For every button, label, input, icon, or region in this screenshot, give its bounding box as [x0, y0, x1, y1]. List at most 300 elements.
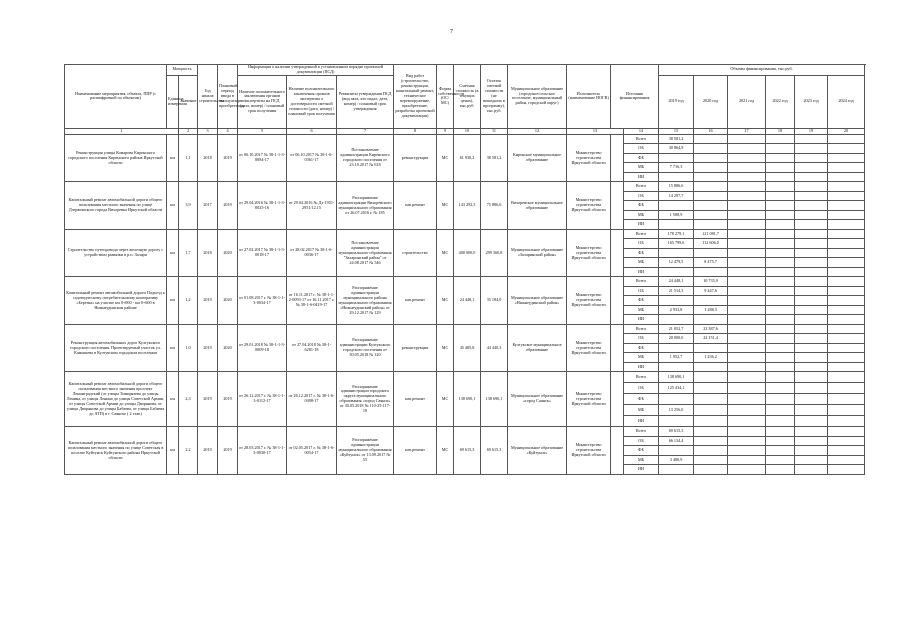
amount-2023: [795, 343, 828, 353]
amount-2024: [828, 134, 865, 144]
amount-2023: [795, 315, 828, 325]
table-row: [65, 372, 865, 383]
amount-2021: [728, 144, 766, 154]
header-expertise: Наличие положительного заключения органов экспертизы на ПСД (дата, номер) / плановый срок получения: [238, 75, 287, 128]
funding-source: ОБ: [624, 191, 659, 201]
amount-2021: [728, 383, 766, 394]
amount-2023: [795, 134, 828, 144]
capacity-unit: км: [167, 277, 179, 325]
amount-2023: [795, 334, 828, 344]
header-cost: Сметная стоимость (в текущих ценах), тыс.руб.: [454, 65, 481, 129]
amount-2022: [766, 343, 795, 353]
executor: Министерство строительства Иркутской области: [567, 182, 611, 230]
amount-2021: [728, 220, 766, 230]
funding-source: ИИ: [624, 362, 659, 372]
amount-2021: [728, 343, 766, 353]
amount-2020: [694, 427, 728, 437]
amount-2023: [795, 394, 828, 405]
amount-2024: [828, 343, 865, 353]
amount-2021: [728, 286, 766, 296]
amount-2019: 38 581,2: [659, 134, 694, 144]
amount-2020: [694, 144, 728, 154]
amount-2021: [728, 163, 766, 173]
amount-2020: 10 735,9: [694, 277, 728, 287]
amount-2021: [728, 258, 766, 268]
amount-2019: [659, 446, 694, 456]
funding-source: ФБ: [624, 153, 659, 163]
amount-2021: [728, 436, 766, 446]
amount-2023: [795, 153, 828, 163]
amount-2019: 13 256,0: [659, 405, 694, 416]
amount-2024: [828, 372, 865, 383]
funding-source: ФБ: [624, 201, 659, 211]
work-type: кап.ремонт: [394, 372, 437, 427]
executor: Министерство строительства Иркутской области: [567, 427, 611, 475]
header-year-2023: 2023 год: [795, 75, 828, 128]
funding-source: МБ: [624, 405, 659, 416]
plan-year: 2019: [218, 134, 238, 182]
amount-2023: [795, 362, 828, 372]
header-volumes: Объемы финансирования, тыс.руб.: [659, 65, 865, 76]
amount-2020: [694, 172, 728, 182]
capacity-unit: км: [167, 324, 179, 372]
amount-2023: [795, 446, 828, 456]
amount-2021: [728, 372, 766, 383]
amount-2020: [694, 394, 728, 405]
expertise-conclusion: от 27.02.2017 № 38-1-1-3-0018-17: [238, 229, 287, 277]
capacity-unit: км: [167, 372, 179, 427]
header-psd-info: Информация о наличии утвержденной в установленном порядке проектной документации (ПСД): [238, 65, 394, 76]
funding-source: ОБ: [624, 286, 659, 296]
amount-2023: [795, 455, 828, 465]
amount-2022: [766, 353, 795, 363]
amount-2021: [728, 324, 766, 334]
header-capacity: Мощность: [167, 65, 198, 76]
amount-2019: 24 448,1: [659, 277, 694, 287]
funding-source: ОБ: [624, 383, 659, 394]
amount-2024: [828, 191, 865, 201]
funding-source: Всего: [624, 427, 659, 437]
remaining-cost: 69 615,3: [481, 427, 508, 475]
remaining-cost: 75 886,6: [481, 182, 508, 230]
financing-table: [64, 64, 865, 475]
funding-source: МБ: [624, 455, 659, 465]
amount-2021: [728, 315, 766, 325]
amount-2024: [828, 248, 865, 258]
amount-2022: [766, 315, 795, 325]
amount-2019: 2 933,8: [659, 305, 694, 315]
amount-2019: 15 886,6: [659, 182, 694, 192]
amount-2023: [795, 286, 828, 296]
ownership-form: МС: [437, 277, 454, 325]
table-row: [65, 427, 865, 437]
col-number: 11: [481, 128, 508, 134]
municipality: Муниципальное образование «город Саянск»: [508, 372, 567, 427]
capacity-value: 1,1: [179, 134, 198, 182]
funding-source: ИИ: [624, 465, 659, 475]
amount-2022: [766, 446, 795, 456]
amount-2022: [766, 220, 795, 230]
amount-2021: [728, 248, 766, 258]
executor: Министерство строительства Иркутской области: [567, 324, 611, 372]
expertise-conclusion: от 29.01.2018 № 38-1-1-3-0009-18: [238, 324, 287, 372]
estimated-cost: 138 690,1: [454, 372, 481, 427]
project-name: Капитальный ремонт автомобильной дороги общего пользования местного значения по улице Дзержинского города Вихоревка Иркутской области: [65, 182, 167, 230]
amount-2022: [766, 210, 795, 220]
municipality: Киренское муниципальное образование: [508, 134, 567, 182]
amount-2019: 69 615,3: [659, 427, 694, 437]
amount-2024: [828, 144, 865, 154]
amount-2023: [795, 220, 828, 230]
amount-2020: [694, 455, 728, 465]
amount-2022: [766, 277, 795, 287]
amount-2022: [766, 362, 795, 372]
amount-2024: [828, 416, 865, 427]
reliability-conclusion: от 28.02.2017 № 38-1-6-0036-17: [287, 229, 337, 277]
amount-2020: [694, 210, 728, 220]
amount-2022: [766, 201, 795, 211]
amount-2019: 178 279,1: [659, 229, 694, 239]
col-number: 2: [179, 128, 198, 134]
funding-spacer: [611, 372, 624, 427]
remaining-cost: 44 440,3: [481, 324, 508, 372]
amount-2020: [694, 201, 728, 211]
amount-2023: [795, 416, 828, 427]
col-number: 20: [828, 128, 865, 134]
amount-2021: [728, 427, 766, 437]
amount-2022: [766, 427, 795, 437]
amount-2022: [766, 239, 795, 249]
amount-2023: [795, 305, 828, 315]
amount-2023: [795, 239, 828, 249]
capacity-value: 2,3: [179, 372, 198, 427]
amount-2021: [728, 362, 766, 372]
header-year-2019: 2019 год: [659, 75, 694, 128]
municipality: Муниципальное образование «Нижнеудинский район»: [508, 277, 567, 325]
amount-2021: [728, 416, 766, 427]
col-number: 18: [766, 128, 795, 134]
funding-source: МБ: [624, 163, 659, 173]
funding-source: МБ: [624, 258, 659, 268]
ownership-form: МС: [437, 134, 454, 182]
funding-spacer: [611, 324, 624, 372]
expertise-conclusion: от 28.03.2017 г. № 38-1-1-3-0030-17: [238, 427, 287, 475]
amount-2022: [766, 372, 795, 383]
amount-2020: [694, 191, 728, 201]
header-unit: Единица измерения: [167, 75, 179, 128]
amount-2019: [659, 343, 694, 353]
amount-2020: 1 236,2: [694, 353, 728, 363]
amount-2019: 30 864,9: [659, 144, 694, 154]
reliability-conclusion: от 29.04.2016 № Дз-1951-2951/12.15: [287, 182, 337, 230]
executor: Министерство строительства Иркутской области: [567, 229, 611, 277]
funding-spacer: [611, 427, 624, 475]
funding-source: ФБ: [624, 296, 659, 306]
amount-2019: [659, 201, 694, 211]
amount-2024: [828, 324, 865, 334]
amount-2019: 165 799,6: [659, 239, 694, 249]
amount-2021: [728, 267, 766, 277]
start-year: 2019: [198, 372, 218, 427]
executor: Министерство строительства Иркутской области: [567, 277, 611, 325]
municipality: Вихоревское муниципальное образование: [508, 182, 567, 230]
header-municipality: Муниципальное образование (городское/сельское поселение, муниципальный район, городской округ): [508, 65, 567, 129]
capacity-unit: км: [167, 134, 179, 182]
amount-2020: [694, 383, 728, 394]
start-year: 2019: [198, 324, 218, 372]
amount-2020: 9 447,6: [694, 286, 728, 296]
amount-2019: 12 479,5: [659, 258, 694, 268]
amount-2020: 22 151,4: [694, 334, 728, 344]
table-row: [65, 229, 865, 239]
estimated-cost: 143 292,3: [454, 182, 481, 230]
col-number: 14: [624, 128, 659, 134]
amount-2020: [694, 372, 728, 383]
project-name: Капитальный ремонт автомобильной дороги Подъезд к садоводческому потребительскому кооперативу «Березка» на участке км 0+000 - км 0+600 в Нижнеудинском районе: [65, 277, 167, 325]
amount-2020: [694, 296, 728, 306]
amount-2024: [828, 229, 865, 239]
amount-2022: [766, 296, 795, 306]
amount-2024: [828, 296, 865, 306]
amount-2020: [694, 220, 728, 230]
project-name: Реконструкция автомобильных дорог Култукского городского поселения. Проектируемый участок ул. Камышева в Култукском городском поселении: [65, 324, 167, 372]
amount-2019: 21 514,3: [659, 286, 694, 296]
col-number: 5: [238, 128, 287, 134]
amount-2021: [728, 229, 766, 239]
psd-approval: Распоряжение администрации городского округа муниципального образования «город Саянск» от 30.05.2018 № 110-25-117-18: [337, 372, 394, 427]
remaining-cost: 35 184,0: [481, 277, 508, 325]
psd-approval: Постановление администрации муниципального образования "Заларинский район" от 24.08.2017 № 546: [337, 229, 394, 277]
ownership-form: МС: [437, 182, 454, 230]
col-number: 15: [659, 128, 694, 134]
amount-2021: [728, 172, 766, 182]
amount-2022: [766, 436, 795, 446]
psd-approval: Распоряжение администрации муниципального образования «Куйтунск» от 13.09.2017 № 55: [337, 427, 394, 475]
plan-year: 2020: [218, 277, 238, 325]
municipality: Муниципальное образование «Куйтунск»: [508, 427, 567, 475]
header-ownership: Форма собственности (ОС/ МС): [437, 65, 454, 129]
plan-year: 2019: [218, 427, 238, 475]
work-type: кап.ремонт: [394, 427, 437, 475]
amount-2020: [694, 248, 728, 258]
remaining-cost: 138 690,1: [481, 372, 508, 427]
amount-2024: [828, 353, 865, 363]
amount-2022: [766, 416, 795, 427]
header-year-2024: 2024 год: [828, 75, 865, 128]
municipality: Култукское муниципальное образование: [508, 324, 567, 372]
col-number: 8: [394, 128, 437, 134]
amount-2023: [795, 201, 828, 211]
amount-2022: [766, 258, 795, 268]
amount-2019: 1 588,9: [659, 210, 694, 220]
work-type: кап.ремонт: [394, 277, 437, 325]
capacity-unit: км: [167, 182, 179, 230]
amount-2022: [766, 383, 795, 394]
estimated-cost: 45 485,8: [454, 324, 481, 372]
amount-2020: [694, 182, 728, 192]
amount-2021: [728, 455, 766, 465]
col-number: 6: [287, 128, 337, 134]
amount-2023: [795, 436, 828, 446]
amount-2023: [795, 383, 828, 394]
amount-2020: 121 081,7: [694, 229, 728, 239]
psd-approval: Распоряжение администрации Вихоревского муниципального образования от 26.07.2016 г. № 185: [337, 182, 394, 230]
amount-2019: 138 690,1: [659, 372, 694, 383]
amount-2023: [795, 353, 828, 363]
amount-2020: 1 288,3: [694, 305, 728, 315]
funding-spacer: [611, 134, 624, 182]
project-name: Капитальный ремонт автомобильной дороги общего пользования местного значения по улице Советская в поселке Куйтунск Куйтунского района Иркутской области: [65, 427, 167, 475]
amount-2020: [694, 315, 728, 325]
amount-2021: [728, 191, 766, 201]
funding-source: Всего: [624, 372, 659, 383]
amount-2021: [728, 182, 766, 192]
amount-2020: 8 475,7: [694, 258, 728, 268]
funding-source: Всего: [624, 229, 659, 239]
expertise-conclusion: от 01.08.2017 г. № 38-1-1-3-0034-17: [238, 277, 287, 325]
ownership-form: МС: [437, 372, 454, 427]
amount-2024: [828, 465, 865, 475]
amount-2022: [766, 394, 795, 405]
amount-2023: [795, 405, 828, 416]
amount-2019: [659, 416, 694, 427]
amount-2019: [659, 362, 694, 372]
psd-approval: Распоряжение администрации муниципального района муниципального образования «Нижнеудинский район» от 29.12.2017 № 129: [337, 277, 394, 325]
plan-year: 2019: [218, 372, 238, 427]
amount-2024: [828, 163, 865, 173]
col-number: 19: [795, 128, 828, 134]
amount-2020: [694, 436, 728, 446]
ownership-form: МС: [437, 427, 454, 475]
amount-2021: [728, 153, 766, 163]
amount-2019: 7 716,3: [659, 163, 694, 173]
remaining-cost: 38 581,2: [481, 134, 508, 182]
amount-2023: [795, 182, 828, 192]
amount-2020: 112 606,0: [694, 239, 728, 249]
start-year: 2018: [198, 134, 218, 182]
amount-2023: [795, 191, 828, 201]
col-number: 7: [337, 128, 394, 134]
funding-source: Всего: [624, 134, 659, 144]
amount-2022: [766, 248, 795, 258]
amount-2022: [766, 334, 795, 344]
amount-2020: [694, 153, 728, 163]
amount-2020: [694, 416, 728, 427]
amount-2023: [795, 144, 828, 154]
header-executor: Исполнитель (наименование ИОГВ): [567, 65, 611, 129]
col-number: 3: [198, 128, 218, 134]
estimated-cost: 400 000,0: [454, 229, 481, 277]
header-value: Значение: [179, 75, 198, 128]
amount-2020: [694, 405, 728, 416]
amount-2021: [728, 334, 766, 344]
amount-2021: [728, 134, 766, 144]
amount-2019: [659, 267, 694, 277]
amount-2021: [728, 277, 766, 287]
amount-2024: [828, 201, 865, 211]
plan-year: 2019: [218, 182, 238, 230]
funding-source: ФБ: [624, 394, 659, 405]
amount-2024: [828, 315, 865, 325]
amount-2024: [828, 455, 865, 465]
amount-2024: [828, 277, 865, 287]
amount-2022: [766, 455, 795, 465]
amount-2023: [795, 324, 828, 334]
psd-approval: Распоряжение администрации Култукского городского поселения от 30.05.2018 № 120: [337, 324, 394, 372]
funding-source: МБ: [624, 210, 659, 220]
amount-2023: [795, 427, 828, 437]
amount-2019: [659, 220, 694, 230]
amount-2021: [728, 353, 766, 363]
psd-approval: Постановление администрации Киренского городского поселения от 23.10.2017 № 618: [337, 134, 394, 182]
header-year-2020: 2020 год: [694, 75, 728, 128]
start-year: 2019: [198, 427, 218, 475]
amount-2024: [828, 436, 865, 446]
reliability-conclusion: от 06.10.2017 № 38-1-6-0361-17: [287, 134, 337, 182]
municipality: Муниципальное образование «Заларинский район»: [508, 229, 567, 277]
amount-2024: [828, 286, 865, 296]
amount-2023: [795, 248, 828, 258]
amount-2024: [828, 446, 865, 456]
amount-2020: [694, 465, 728, 475]
table-row: [65, 324, 865, 334]
amount-2022: [766, 305, 795, 315]
capacity-unit: км: [167, 427, 179, 475]
amount-2019: [659, 172, 694, 182]
funding-source: МБ: [624, 353, 659, 363]
expertise-conclusion: от 26.12.2017 г. № 38-1-1-3-0112-17: [238, 372, 287, 427]
amount-2024: [828, 182, 865, 192]
col-number: 9: [437, 128, 454, 134]
amount-2024: [828, 305, 865, 315]
amount-2023: [795, 163, 828, 173]
funding-source: ИИ: [624, 315, 659, 325]
amount-2022: [766, 324, 795, 334]
amount-2023: [795, 172, 828, 182]
amount-2022: [766, 144, 795, 154]
amount-2019: [659, 394, 694, 405]
header-year-plan: Плановый период ввода в эксплуатацию/ приобретения: [218, 65, 238, 129]
amount-2019: 14 297,7: [659, 191, 694, 201]
col-number: 4: [218, 128, 238, 134]
amount-2023: [795, 210, 828, 220]
amount-2024: [828, 405, 865, 416]
amount-2024: [828, 362, 865, 372]
funding-source: ИИ: [624, 220, 659, 230]
start-year: 2018: [198, 229, 218, 277]
amount-2022: [766, 405, 795, 416]
funding-source: ФБ: [624, 248, 659, 258]
amount-2021: [728, 405, 766, 416]
amount-2019: 66 134,4: [659, 436, 694, 446]
work-type: реконструкция: [394, 134, 437, 182]
reliability-conclusion: от 16.11.2017 г. № 38-1-1-2-0093-17 от 16.11.2017 г. № 38-1-6-0419-17: [287, 277, 337, 325]
amount-2024: [828, 153, 865, 163]
amount-2024: [828, 427, 865, 437]
start-year: 2019: [198, 277, 218, 325]
amount-2022: [766, 191, 795, 201]
remaining-cost: 299 360,8: [481, 229, 508, 277]
expertise-conclusion: от 06.10.2017 № 38-1-1-3-0084-17: [238, 134, 287, 182]
table-row: [65, 277, 865, 287]
amount-2021: [728, 465, 766, 475]
page-number: 7: [450, 29, 453, 35]
amount-2019: 125 434,1: [659, 383, 694, 394]
amount-2024: [828, 334, 865, 344]
funding-source: ИИ: [624, 172, 659, 182]
amount-2020: [694, 362, 728, 372]
header-year-2021: 2021 год: [728, 75, 766, 128]
